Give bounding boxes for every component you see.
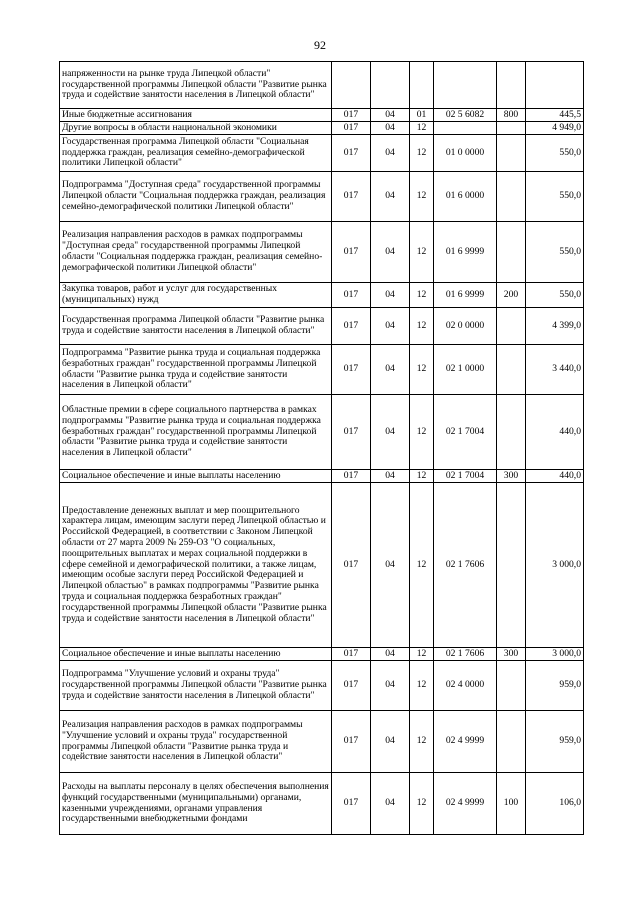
target-code <box>434 122 497 135</box>
ministry-code: 017 <box>332 135 371 172</box>
ministry-code: 017 <box>332 109 371 122</box>
section-code: 04 <box>371 345 410 395</box>
row-name: Реализация направления расходов в рамках подпрограммы "Доступная среда" государственной программы Липецкой области "Социальная поддержка граждан, реализация семейно-демографической политики Липецкой области" <box>60 222 332 283</box>
subsection-code: 12 <box>410 222 434 283</box>
table-row <box>60 483 584 648</box>
table-row <box>60 222 584 283</box>
amount: 4 949,0 <box>526 122 584 135</box>
section-code: 04 <box>371 135 410 172</box>
amount: 550,0 <box>526 172 584 222</box>
table-row <box>60 661 584 711</box>
expense-type-code <box>497 395 526 470</box>
amount: 4 399,0 <box>526 308 584 345</box>
row-name: Государственная программа Липецкой области "Социальная поддержка граждан, реализация семейно-демографической политики Липецкой области" <box>60 135 332 172</box>
amount: 550,0 <box>526 222 584 283</box>
ministry-code: 017 <box>332 773 371 835</box>
row-name: Государственная программа Липецкой области "Развитие рынка труда и содействие занятости населения в Липецкой области" <box>60 308 332 345</box>
budget-table <box>59 61 584 835</box>
ministry-code: 017 <box>332 345 371 395</box>
expense-type-code <box>497 135 526 172</box>
ministry-code: 017 <box>332 122 371 135</box>
target-code: 02 4 0000 <box>434 661 497 711</box>
table-row <box>60 109 584 122</box>
target-code: 01 6 9999 <box>434 283 497 308</box>
table-row <box>60 470 584 483</box>
expense-type-code <box>497 172 526 222</box>
ministry-code: 017 <box>332 711 371 773</box>
expense-type-code <box>497 483 526 648</box>
row-name: Расходы на выплаты персоналу в целях обеспечения выполнения функций государственными (муниципальными) органами, казенными учреждениями, органами управления государственными внебюджетными фондами <box>60 773 332 835</box>
target-code: 01 6 9999 <box>434 222 497 283</box>
subsection-code: 12 <box>410 773 434 835</box>
row-name: Областные премии в сфере социального партнерства в рамках подпрограммы "Развитие рынка труда и социальная поддержка безработных граждан" государственной программы Липецкой области "Развитие рынка труда и содействие занятости населения в Липецкой области" <box>60 395 332 470</box>
amount: 959,0 <box>526 711 584 773</box>
table-row <box>60 711 584 773</box>
target-code: 02 1 7606 <box>434 483 497 648</box>
section-code: 04 <box>371 395 410 470</box>
ministry-code: 017 <box>332 470 371 483</box>
expense-type-code: 300 <box>497 648 526 661</box>
table-row <box>60 172 584 222</box>
table-row <box>60 308 584 345</box>
table-row <box>60 122 584 135</box>
target-code <box>434 62 497 109</box>
target-code: 02 5 6082 <box>434 109 497 122</box>
ministry-code <box>332 62 371 109</box>
row-name: Реализация направления расходов в рамках подпрограммы "Улучшение условий и охраны труда" государственной программы Липецкой области "Развитие рынка труда и содействие занятости населения в Липецкой области" <box>60 711 332 773</box>
table-row <box>60 773 584 835</box>
subsection-code: 12 <box>410 711 434 773</box>
amount: 106,0 <box>526 773 584 835</box>
ministry-code: 017 <box>332 283 371 308</box>
amount: 550,0 <box>526 135 584 172</box>
table-row <box>60 62 584 109</box>
row-name: Социальное обеспечение и иные выплаты населению <box>60 470 332 483</box>
target-code: 02 4 9999 <box>434 711 497 773</box>
expense-type-code: 100 <box>497 773 526 835</box>
subsection-code: 12 <box>410 345 434 395</box>
section-code: 04 <box>371 773 410 835</box>
section-code: 04 <box>371 283 410 308</box>
table-row <box>60 135 584 172</box>
expense-type-code <box>497 711 526 773</box>
subsection-code: 12 <box>410 283 434 308</box>
row-name: напряженности на рынке труда Липецкой области" государственной программы Липецкой области "Развитие рынка труда и содействие занятости населения в Липецкой области" <box>60 62 332 109</box>
amount: 440,0 <box>526 470 584 483</box>
subsection-code: 01 <box>410 109 434 122</box>
row-name: Подпрограмма "Улучшение условий и охраны труда" государственной программы Липецкой области "Развитие рынка труда и содействие занятости населения в Липецкой области" <box>60 661 332 711</box>
ministry-code: 017 <box>332 661 371 711</box>
expense-type-code <box>497 222 526 283</box>
expense-type-code <box>497 122 526 135</box>
ministry-code: 017 <box>332 648 371 661</box>
subsection-code: 12 <box>410 172 434 222</box>
section-code: 04 <box>371 648 410 661</box>
target-code: 02 1 0000 <box>434 345 497 395</box>
section-code: 04 <box>371 122 410 135</box>
section-code: 04 <box>371 470 410 483</box>
expense-type-code: 300 <box>497 470 526 483</box>
subsection-code <box>410 62 434 109</box>
target-code: 02 1 7004 <box>434 395 497 470</box>
target-code: 02 0 0000 <box>434 308 497 345</box>
ministry-code: 017 <box>332 395 371 470</box>
target-code: 02 1 7606 <box>434 648 497 661</box>
amount: 959,0 <box>526 661 584 711</box>
amount: 3 440,0 <box>526 345 584 395</box>
section-code: 04 <box>371 172 410 222</box>
subsection-code: 12 <box>410 661 434 711</box>
table-row <box>60 345 584 395</box>
ministry-code: 017 <box>332 172 371 222</box>
subsection-code: 12 <box>410 122 434 135</box>
section-code <box>371 62 410 109</box>
row-name: Другие вопросы в области национальной экономики <box>60 122 332 135</box>
expense-type-code: 800 <box>497 109 526 122</box>
row-name: Иные бюджетные ассигнования <box>60 109 332 122</box>
expense-type-code <box>497 62 526 109</box>
section-code: 04 <box>371 661 410 711</box>
page-number: 92 <box>314 38 326 52</box>
table-row <box>60 283 584 308</box>
row-name: Социальное обеспечение и иные выплаты населению <box>60 648 332 661</box>
amount <box>526 62 584 109</box>
expense-type-code: 200 <box>497 283 526 308</box>
subsection-code: 12 <box>410 395 434 470</box>
table-row <box>60 395 584 470</box>
row-name: Подпрограмма "Развитие рынка труда и социальная поддержка безработных граждан" государственной программы Липецкой области "Развитие рынка труда и содействие занятости населения в Липецкой области" <box>60 345 332 395</box>
subsection-code: 12 <box>410 483 434 648</box>
section-code: 04 <box>371 308 410 345</box>
row-name: Предоставление денежных выплат и мер поощрительного характера лицам, имеющим заслуги перед Липецкой областью и Российской Федерацией, в соответствии с Законом Липецкой области от 27 марта 2009 № 259-ОЗ "О социальных, поощрительных выплатах и мерах социальной поддержки в сфере семейной и демографической политики, а также лицам, имеющим особые заслуги перед Российской Федерацией и Липецкой областью" в рамках подпрограммы "Развитие рынка труда и социальная поддержка безработных граждан" государственной программы Липецкой области "Развитие рынка труда и содействие занятости населения в Липецкой области" <box>60 483 332 648</box>
row-name: Подпрограмма "Доступная среда" государственной программы Липецкой области "Социальная поддержка граждан, реализация семейно-демографической политики Липецкой области" <box>60 172 332 222</box>
section-code: 04 <box>371 711 410 773</box>
amount: 3 000,0 <box>526 483 584 648</box>
row-name: Закупка товаров, работ и услуг для государственных (муниципальных) нужд <box>60 283 332 308</box>
section-code: 04 <box>371 483 410 648</box>
amount: 440,0 <box>526 395 584 470</box>
ministry-code: 017 <box>332 308 371 345</box>
table-row <box>60 648 584 661</box>
expense-type-code <box>497 345 526 395</box>
subsection-code: 12 <box>410 135 434 172</box>
target-code: 02 1 7004 <box>434 470 497 483</box>
target-code: 01 6 0000 <box>434 172 497 222</box>
target-code: 02 4 9999 <box>434 773 497 835</box>
amount: 550,0 <box>526 283 584 308</box>
subsection-code: 12 <box>410 308 434 345</box>
expense-type-code <box>497 661 526 711</box>
subsection-code: 12 <box>410 470 434 483</box>
expense-type-code <box>497 308 526 345</box>
ministry-code: 017 <box>332 483 371 648</box>
subsection-code: 12 <box>410 648 434 661</box>
amount: 445,5 <box>526 109 584 122</box>
target-code: 01 0 0000 <box>434 135 497 172</box>
amount: 3 000,0 <box>526 648 584 661</box>
section-code: 04 <box>371 222 410 283</box>
ministry-code: 017 <box>332 222 371 283</box>
section-code: 04 <box>371 109 410 122</box>
